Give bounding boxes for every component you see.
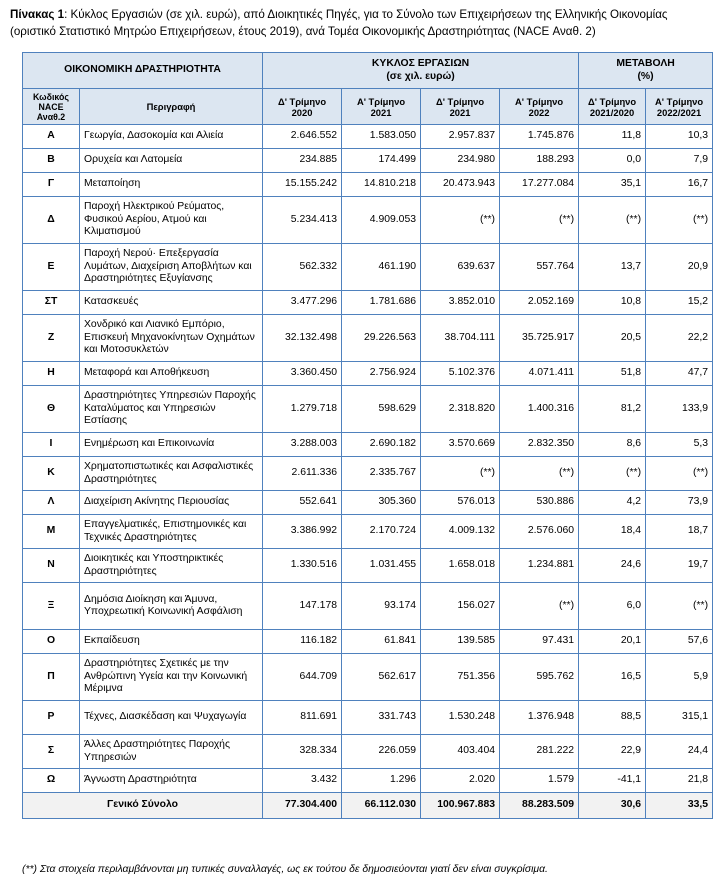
cell-q1-2021: 61.841 — [342, 630, 421, 654]
cell-q1-2021: 14.810.218 — [342, 173, 421, 197]
cell-q1-2021: 331.743 — [342, 701, 421, 735]
cell-q1-2022: 1.234.881 — [500, 549, 579, 583]
table-row — [23, 515, 713, 549]
table-row — [23, 549, 713, 583]
turnover-table — [22, 52, 713, 819]
row-code: Η — [23, 362, 80, 386]
cell-q4-2021: 1.530.248 — [421, 701, 500, 735]
row-description: Διοικητικές και Υποστηρικτικές Δραστηριότητες — [80, 549, 263, 583]
cell-change-q4: 10,8 — [579, 291, 646, 315]
row-description: Δραστηριότητες Σχετικές με την Ανθρώπινη Υγεία και την Κοινωνική Μέριμνα — [80, 654, 263, 701]
header-turnover-title: ΚΥΚΛΟΣ ΕΡΓΑΣΙΩΝ — [371, 58, 470, 69]
header-change-q1-line2: 2022/2021 — [656, 106, 702, 118]
cell-q1-2022: (**) — [500, 457, 579, 491]
cell-change-q4: 16,5 — [579, 654, 646, 701]
cell-q1-2021: 1.031.455 — [342, 549, 421, 583]
row-description: Μεταποίηση — [80, 173, 263, 197]
header-activity: ΟΙΚΟΝΟΜΙΚΗ ΔΡΑΣΤΗΡΙΟΤΗΤΑ — [23, 53, 263, 89]
cell-change-q1: 5,9 — [646, 654, 713, 701]
cell-q1-2022: 188.293 — [500, 149, 579, 173]
row-description: Δημόσια Διοίκηση και Άμυνα, Υποχρεωτική Κοινωνική Ασφάλιση — [80, 583, 263, 630]
row-description: Εκπαίδευση — [80, 630, 263, 654]
table-row — [23, 457, 713, 491]
cell-q4-2021: 234.980 — [421, 149, 500, 173]
table-row — [23, 386, 713, 433]
cell-q1-2021: 1.781.686 — [342, 291, 421, 315]
total-label: Γενικό Σύνολο — [23, 793, 263, 819]
header-change-q4-line2: 2021/2020 — [589, 106, 635, 118]
cell-q1-2021: 29.226.563 — [342, 315, 421, 362]
row-description: Τέχνες, Διασκέδαση και Ψυχαγωγία — [80, 701, 263, 735]
cell-q4-2020: 3.477.296 — [263, 291, 342, 315]
header-col-q1-2021-line2: 2021 — [370, 106, 392, 118]
cell-q1-2021: 226.059 — [342, 735, 421, 769]
header-code — [23, 89, 80, 125]
cell-q4-2020: 3.360.450 — [263, 362, 342, 386]
header-description: Περιγραφή — [80, 89, 263, 125]
cell-change-q1: 20,9 — [646, 244, 713, 291]
cell-change-q1: (**) — [646, 583, 713, 630]
cell-change-q4: 4,2 — [579, 491, 646, 515]
header-change-q1 — [646, 89, 713, 125]
cell-change-q4: 24,6 — [579, 549, 646, 583]
cell-q4-2020: 15.155.242 — [263, 173, 342, 197]
row-code: Α — [23, 125, 80, 149]
header-row-1 — [23, 53, 713, 89]
cell-q4-2021: 4.009.132 — [421, 515, 500, 549]
cell-q4-2020: 3.288.003 — [263, 433, 342, 457]
header-col-q1-2022-line1: Α' Τρίμηνο — [514, 95, 564, 107]
cell-q4-2020: 644.709 — [263, 654, 342, 701]
row-description: Ορυχεία και Λατομεία — [80, 149, 263, 173]
cell-change-q4: 20,1 — [579, 630, 646, 654]
cell-change-q1: 16,7 — [646, 173, 713, 197]
row-description: Άγνωστη Δραστηριότητα — [80, 769, 263, 793]
cell-change-q1: 22,2 — [646, 315, 713, 362]
cell-change-q1: 73,9 — [646, 491, 713, 515]
row-code: Δ — [23, 197, 80, 244]
header-turnover-unit: (σε χιλ. ευρώ) — [386, 70, 455, 82]
header-change-q4 — [579, 89, 646, 125]
cell-q4-2020: 1.279.718 — [263, 386, 342, 433]
cell-q1-2021: 305.360 — [342, 491, 421, 515]
cell-q4-2021: 639.637 — [421, 244, 500, 291]
cell-q4-2021: 1.658.018 — [421, 549, 500, 583]
cell-change-q1: 315,1 — [646, 701, 713, 735]
header-col-q4-2021-line2: 2021 — [449, 106, 471, 118]
cell-change-q1: (**) — [646, 457, 713, 491]
total-change-q4: 30,6 — [579, 793, 646, 819]
cell-q4-2020: 147.178 — [263, 583, 342, 630]
row-description: Κατασκευές — [80, 291, 263, 315]
row-code: Μ — [23, 515, 80, 549]
cell-change-q4: 13,7 — [579, 244, 646, 291]
cell-q1-2022: 1.745.876 — [500, 125, 579, 149]
cell-change-q4: 22,9 — [579, 735, 646, 769]
cell-q1-2022: (**) — [500, 583, 579, 630]
cell-q4-2020: 32.132.498 — [263, 315, 342, 362]
cell-change-q4: 88,5 — [579, 701, 646, 735]
total-row — [23, 793, 713, 819]
header-change-unit: (%) — [637, 70, 654, 82]
cell-change-q4: 11,8 — [579, 125, 646, 149]
cell-q1-2022: 35.725.917 — [500, 315, 579, 362]
cell-q4-2021: 2.957.837 — [421, 125, 500, 149]
cell-q4-2021: 139.585 — [421, 630, 500, 654]
cell-change-q1: 5,3 — [646, 433, 713, 457]
table-caption — [10, 6, 714, 40]
row-code: Β — [23, 149, 80, 173]
header-col-q1-2022 — [500, 89, 579, 125]
table-row — [23, 197, 713, 244]
cell-change-q1: 19,7 — [646, 549, 713, 583]
row-description: Μεταφορά και Αποθήκευση — [80, 362, 263, 386]
cell-q4-2020: 3.386.992 — [263, 515, 342, 549]
cell-q4-2020: 3.432 — [263, 769, 342, 793]
cell-q4-2021: 156.027 — [421, 583, 500, 630]
cell-change-q1: 133,9 — [646, 386, 713, 433]
row-description: Χρηματοπιστωτικές και Ασφαλιστικές Δραστηριότητες — [80, 457, 263, 491]
row-code: Σ — [23, 735, 80, 769]
cell-q1-2022: 281.222 — [500, 735, 579, 769]
cell-change-q4: 35,1 — [579, 173, 646, 197]
row-description: Άλλες Δραστηριότητες Παροχής Υπηρεσιών — [80, 735, 263, 769]
cell-q4-2021: 2.318.820 — [421, 386, 500, 433]
cell-q4-2021: 751.356 — [421, 654, 500, 701]
cell-change-q1: 7,9 — [646, 149, 713, 173]
table-row — [23, 244, 713, 291]
header-col-q4-2021-line1: Δ' Τρίμηνο — [435, 95, 485, 107]
cell-change-q4: 20,5 — [579, 315, 646, 362]
cell-q4-2020: 811.691 — [263, 701, 342, 735]
header-col-q1-2021 — [342, 89, 421, 125]
table-row — [23, 769, 713, 793]
row-code: Λ — [23, 491, 80, 515]
cell-q1-2022: 557.764 — [500, 244, 579, 291]
row-description: Παροχή Νερού· Επεξεργασία Λυμάτων, Διαχείριση Αποβλήτων και Δραστηριότητες Εξυγίανσης — [80, 244, 263, 291]
cell-q1-2021: 1.296 — [342, 769, 421, 793]
caption-text-line1: : Κύκλος Εργασιών (σε χιλ. ευρώ), από Διοικητικές Πηγές, για το Σύνολο των Επιχειρήσεων της Ελληνικής Οικονομίας — [64, 8, 668, 21]
table-row — [23, 701, 713, 735]
header-turnover — [263, 53, 579, 89]
cell-q4-2021: 403.404 — [421, 735, 500, 769]
cell-change-q4: 18,4 — [579, 515, 646, 549]
row-code: Θ — [23, 386, 80, 433]
row-code: Ξ — [23, 583, 80, 630]
cell-q4-2021: 5.102.376 — [421, 362, 500, 386]
cell-change-q1: 15,2 — [646, 291, 713, 315]
header-change-q1-line1: Α' Τρίμηνο — [654, 95, 704, 107]
total-q4-2020: 77.304.400 — [263, 793, 342, 819]
cell-change-q1: 47,7 — [646, 362, 713, 386]
cell-change-q1: 10,3 — [646, 125, 713, 149]
cell-change-q4: (**) — [579, 457, 646, 491]
cell-change-q1: (**) — [646, 197, 713, 244]
header-col-q4-2020 — [263, 89, 342, 125]
cell-q1-2021: 2.756.924 — [342, 362, 421, 386]
cell-q1-2022: 4.071.411 — [500, 362, 579, 386]
cell-q1-2021: 174.499 — [342, 149, 421, 173]
row-code: Ο — [23, 630, 80, 654]
cell-q1-2021: 2.170.724 — [342, 515, 421, 549]
header-col-q4-2020-line1: Δ' Τρίμηνο — [277, 95, 327, 107]
cell-q4-2020: 234.885 — [263, 149, 342, 173]
row-description: Παροχή Ηλεκτρικού Ρεύματος, Φυσικού Αερίου, Ατμού και Κλιματισμού — [80, 197, 263, 244]
cell-q1-2022: 2.052.169 — [500, 291, 579, 315]
cell-change-q4: 81,2 — [579, 386, 646, 433]
row-description: Δραστηριότητες Υπηρεσιών Παροχής Καταλύματος και Υπηρεσιών Εστίασης — [80, 386, 263, 433]
header-change — [579, 53, 713, 89]
table-row — [23, 125, 713, 149]
cell-q1-2022: (**) — [500, 197, 579, 244]
cell-q1-2021: 93.174 — [342, 583, 421, 630]
row-description: Διαχείριση Ακίνητης Περιουσίας — [80, 491, 263, 515]
row-code: Ν — [23, 549, 80, 583]
cell-q1-2021: 4.909.053 — [342, 197, 421, 244]
cell-q1-2022: 2.832.350 — [500, 433, 579, 457]
cell-q4-2021: 576.013 — [421, 491, 500, 515]
cell-change-q4: 0,0 — [579, 149, 646, 173]
cell-q1-2021: 2.335.767 — [342, 457, 421, 491]
cell-change-q1: 21,8 — [646, 769, 713, 793]
total-q1-2021: 66.112.030 — [342, 793, 421, 819]
cell-q1-2021: 562.617 — [342, 654, 421, 701]
row-code: Κ — [23, 457, 80, 491]
cell-q1-2021: 1.583.050 — [342, 125, 421, 149]
header-code-line3: Αναθ.2 — [36, 111, 66, 122]
header-code-line1: Κωδικός — [33, 91, 69, 102]
table-row — [23, 291, 713, 315]
cell-q4-2020: 116.182 — [263, 630, 342, 654]
row-code: Ζ — [23, 315, 80, 362]
cell-q1-2022: 17.277.084 — [500, 173, 579, 197]
cell-change-q1: 24,4 — [646, 735, 713, 769]
row-description: Ενημέρωση και Επικοινωνία — [80, 433, 263, 457]
header-col-q4-2020-line2: 2020 — [291, 106, 313, 118]
table-row — [23, 735, 713, 769]
cell-q1-2021: 461.190 — [342, 244, 421, 291]
cell-q4-2020: 562.332 — [263, 244, 342, 291]
cell-q1-2022: 97.431 — [500, 630, 579, 654]
total-q4-2021: 100.967.883 — [421, 793, 500, 819]
cell-q4-2020: 1.330.516 — [263, 549, 342, 583]
footnote: (**) Στα στοιχεία περιλαμβάνονται μη τυπικές συναλλαγές, ως εκ τούτου δε δημοσιεύονται γιατί δεν είναι συγκρίσιμα. — [22, 864, 548, 875]
cell-q4-2021: 3.570.669 — [421, 433, 500, 457]
cell-change-q4: 51,8 — [579, 362, 646, 386]
table-row — [23, 433, 713, 457]
table-row — [23, 583, 713, 630]
header-col-q1-2022-line2: 2022 — [528, 106, 550, 118]
header-col-q4-2021 — [421, 89, 500, 125]
header-row-2 — [23, 89, 713, 125]
cell-q4-2020: 328.334 — [263, 735, 342, 769]
cell-q1-2021: 598.629 — [342, 386, 421, 433]
cell-q1-2021: 2.690.182 — [342, 433, 421, 457]
cell-q1-2022: 1.376.948 — [500, 701, 579, 735]
total-q1-2022: 88.283.509 — [500, 793, 579, 819]
cell-change-q4: 6,0 — [579, 583, 646, 630]
cell-change-q1: 57,6 — [646, 630, 713, 654]
header-code-line2: NACE — [38, 101, 64, 112]
table-row — [23, 149, 713, 173]
cell-q1-2022: 1.400.316 — [500, 386, 579, 433]
row-code: ΣΤ — [23, 291, 80, 315]
cell-q4-2021: (**) — [421, 457, 500, 491]
row-code: Ε — [23, 244, 80, 291]
cell-q4-2021: 3.852.010 — [421, 291, 500, 315]
cell-change-q4: -41,1 — [579, 769, 646, 793]
cell-q1-2022: 1.579 — [500, 769, 579, 793]
cell-q4-2021: (**) — [421, 197, 500, 244]
caption-label: Πίνακας 1 — [10, 8, 65, 21]
cell-q4-2020: 552.641 — [263, 491, 342, 515]
header-change-q4-line1: Δ' Τρίμηνο — [588, 95, 637, 107]
cell-q4-2021: 38.704.111 — [421, 315, 500, 362]
table-row — [23, 491, 713, 515]
table-row — [23, 362, 713, 386]
caption-text-line2: (οριστικό Στατιστικό Μητρώο Επιχειρήσεων, έτους 2019), ανά Τομέα Οικονομικής Δραστηριότητας (NACE Αναθ. 2) — [10, 25, 596, 38]
header-change-title: ΜΕΤΑΒΟΛΗ — [616, 58, 675, 69]
row-code: Ι — [23, 433, 80, 457]
row-description: Επαγγελματικές, Επιστημονικές και Τεχνικές Δραστηριότητες — [80, 515, 263, 549]
total-change-q1: 33,5 — [646, 793, 713, 819]
cell-q4-2021: 20.473.943 — [421, 173, 500, 197]
cell-change-q4: (**) — [579, 197, 646, 244]
row-code: Γ — [23, 173, 80, 197]
cell-q1-2022: 530.886 — [500, 491, 579, 515]
table-row — [23, 654, 713, 701]
row-code: Ρ — [23, 701, 80, 735]
cell-q4-2020: 2.646.552 — [263, 125, 342, 149]
table-row — [23, 315, 713, 362]
cell-q4-2020: 2.611.336 — [263, 457, 342, 491]
cell-q1-2022: 595.762 — [500, 654, 579, 701]
table-row — [23, 173, 713, 197]
table-row — [23, 630, 713, 654]
cell-q4-2021: 2.020 — [421, 769, 500, 793]
row-code: Ω — [23, 769, 80, 793]
row-code: Π — [23, 654, 80, 701]
cell-q4-2020: 5.234.413 — [263, 197, 342, 244]
cell-change-q1: 18,7 — [646, 515, 713, 549]
row-description: Γεωργία, Δασοκομία και Αλιεία — [80, 125, 263, 149]
header-col-q1-2021-line1: Α' Τρίμηνο — [356, 95, 406, 107]
cell-change-q4: 8,6 — [579, 433, 646, 457]
row-description: Χονδρικό και Λιανικό Εμπόριο, Επισκευή Μηχανοκίνητων Οχημάτων και Μοτοσυκλετών — [80, 315, 263, 362]
cell-q1-2022: 2.576.060 — [500, 515, 579, 549]
